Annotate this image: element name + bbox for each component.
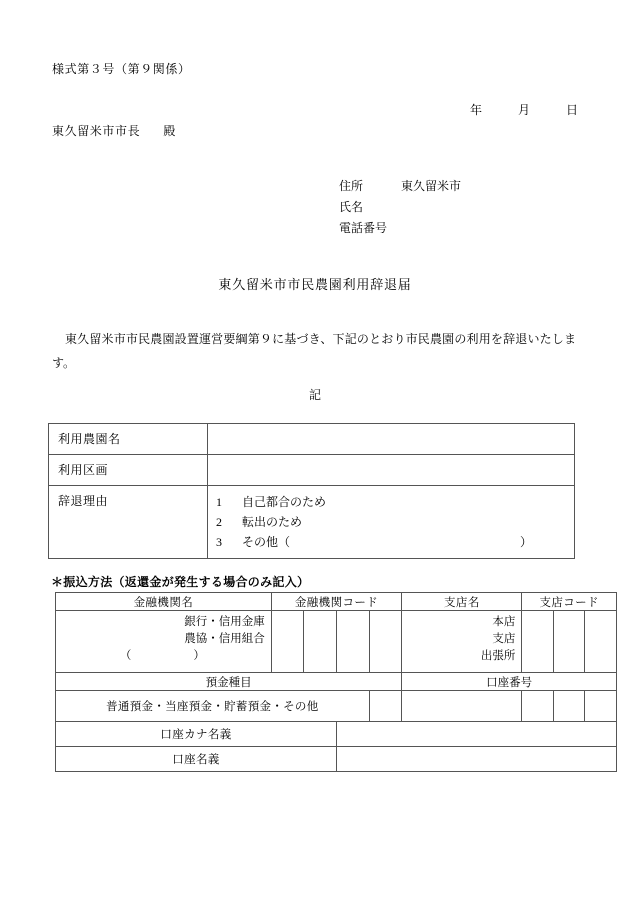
reason-text-1: 自己都合のため — [242, 495, 327, 509]
document-body-text: 東久留米市市民農園設置運営要綱第９に基づき、下記のとおり市民農園の利用を辞退いたします。 — [52, 332, 576, 370]
account-number-digit-2[interactable] — [402, 691, 522, 722]
date-day-label: 日 — [566, 103, 579, 117]
bank-entry-row — [56, 611, 617, 673]
branch-type-1[interactable]: 本店 — [492, 616, 516, 628]
date-year-label: 年 — [470, 103, 483, 117]
document-title: 東久留米市市民農園利用辞退届 — [218, 277, 412, 292]
garden-plot-value[interactable] — [208, 455, 575, 486]
withdrawal-reason-label: 辞退理由 — [49, 486, 208, 559]
branch-type-3[interactable]: 出張所 — [480, 650, 516, 662]
branch-type-2[interactable]: 支店 — [492, 633, 516, 645]
account-kana-value[interactable] — [337, 722, 617, 747]
applicant-name-label: 氏名 — [339, 200, 364, 214]
deposit-account-row — [56, 691, 617, 722]
addressee-honorific: 殿 — [163, 124, 177, 138]
institution-paren-close: ） — [193, 650, 205, 662]
institution-paren-open: （ — [119, 650, 132, 662]
institution-code-digit-4[interactable] — [369, 611, 402, 673]
reason-text-2: 転出のため — [242, 515, 303, 529]
branch-name-cell[interactable] — [402, 611, 522, 673]
account-number-header: 口座番号 — [402, 673, 617, 691]
institution-code-digit-2[interactable] — [304, 611, 337, 673]
garden-name-value[interactable] — [208, 424, 575, 455]
reason-option-3[interactable] — [216, 532, 566, 552]
bank-subheader-row — [56, 673, 617, 691]
account-number-digit-5[interactable] — [585, 691, 617, 722]
addressee-line — [52, 122, 176, 139]
account-name-value[interactable] — [337, 747, 617, 772]
branch-code-header: 支店コード — [522, 593, 617, 611]
addressee-name: 東久留米市市長 — [52, 124, 141, 138]
account-name-row — [56, 747, 617, 772]
table-row — [49, 455, 575, 486]
reason-other-close-paren: ） — [519, 535, 532, 549]
deposit-type-header: 預金種目 — [56, 673, 402, 691]
institution-type-2[interactable]: 農協・信用組合 — [184, 633, 265, 645]
date-month-label: 月 — [518, 103, 531, 117]
reason-option-1[interactable] — [216, 492, 566, 512]
ki-mark: 記 — [308, 388, 321, 402]
applicant-block — [339, 176, 461, 239]
applicant-address-row — [339, 176, 461, 197]
garden-info-table — [48, 423, 575, 559]
branch-code-digit-3[interactable] — [585, 611, 617, 673]
reason-text-3: その他（ — [242, 535, 291, 549]
deposit-type-options[interactable]: 普通預金・当座預金・貯蓄預金・その他 — [56, 691, 370, 722]
reason-number-2: 2 — [216, 515, 222, 529]
institution-type-1[interactable]: 銀行・信用金庫 — [184, 616, 265, 628]
form-number: 様式第３号（第９関係） — [52, 62, 191, 76]
account-number-digit-1[interactable] — [369, 691, 402, 722]
account-kana-label: 口座カナ名義 — [56, 722, 337, 747]
institution-code-header: 金融機関コード — [271, 593, 402, 611]
applicant-phone-row — [339, 218, 461, 239]
reason-number-1: 1 — [216, 495, 222, 509]
table-row — [49, 486, 575, 559]
applicant-name-row — [339, 197, 461, 218]
bank-transfer-table — [55, 592, 617, 772]
applicant-address-value[interactable]: 東久留米市 — [401, 179, 462, 193]
bank-header-row — [56, 593, 617, 611]
account-kana-row — [56, 722, 617, 747]
institution-name-header: 金融機関名 — [56, 593, 272, 611]
account-name-label: 口座名義 — [56, 747, 337, 772]
account-number-digit-4[interactable] — [553, 691, 584, 722]
applicant-address-label: 住所 — [339, 179, 364, 193]
table-row — [49, 424, 575, 455]
institution-code-digit-3[interactable] — [337, 611, 370, 673]
withdrawal-reason-options — [208, 486, 575, 559]
account-number-digit-3[interactable] — [522, 691, 553, 722]
institution-name-input-area[interactable] — [62, 648, 265, 665]
garden-name-label: 利用農園名 — [49, 424, 208, 455]
institution-name-cell[interactable] — [56, 611, 272, 673]
bank-section-heading: ＊振込方法（返還金が発生する場合のみ記入） — [51, 575, 310, 589]
applicant-phone-label: 電話番号 — [339, 221, 388, 235]
reason-number-3: 3 — [216, 535, 222, 549]
branch-code-digit-2[interactable] — [553, 611, 584, 673]
institution-code-digit-1[interactable] — [271, 611, 304, 673]
branch-code-digit-1[interactable] — [522, 611, 553, 673]
garden-plot-label: 利用区画 — [49, 455, 208, 486]
branch-name-header: 支店名 — [402, 593, 522, 611]
reason-option-2[interactable] — [216, 512, 566, 532]
date-line — [470, 101, 578, 118]
